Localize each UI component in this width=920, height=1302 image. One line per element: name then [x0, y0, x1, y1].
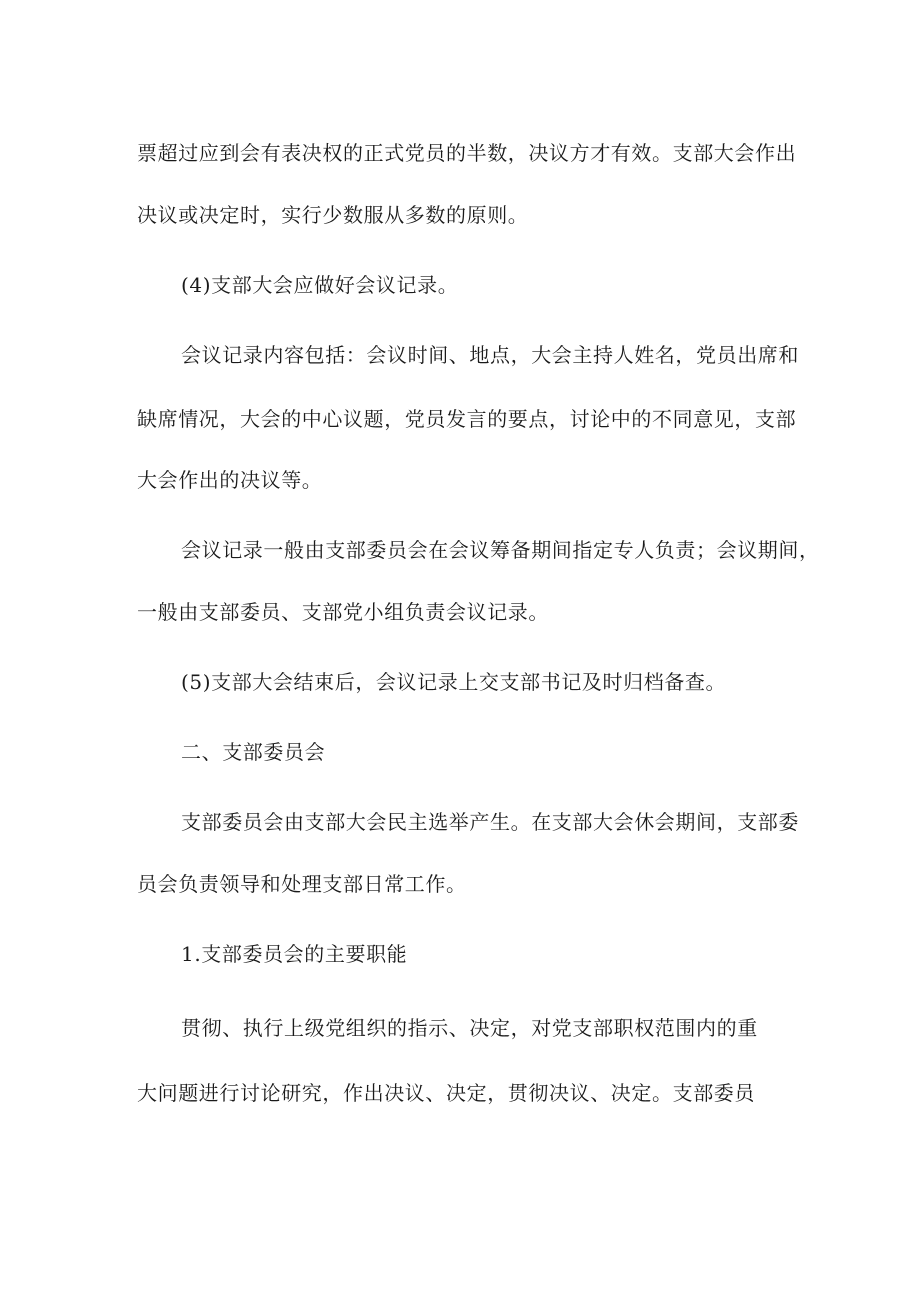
paragraph-line: 会议记录一般由支部委员会在会议筹备期间指定专人负责；会议期间，	[181, 538, 820, 562]
paragraph-line: 会议记录内容包括：会议时间、地点，大会主持人姓名，党员出席和	[181, 343, 799, 367]
list-item: (5)支部大会结束后，会议记录上交支部书记及时归档备查。	[181, 670, 727, 694]
paragraph-line: 大会作出的决议等。	[137, 468, 323, 492]
paragraph-line: 大问题进行讨论研究，作出决议、决定，贯彻决议、决定。支部委员	[137, 1081, 755, 1105]
paragraph-line: 贯彻、执行上级党组织的指示、决定，对党支部职权范围内的重	[181, 1016, 758, 1040]
paragraph-line: 支部委员会由支部大会民主选举产生。在支部大会休会期间，支部委	[181, 810, 799, 834]
paragraph-line: 票超过应到会有表决权的正式党员的半数，决议方才有效。支部大会作出	[137, 141, 797, 165]
list-item: (4)支部大会应做好会议记录。	[181, 273, 459, 297]
section-heading: 二、支部委员会	[181, 740, 326, 764]
paragraph-line: 决议或决定时，实行少数服从多数的原则。	[137, 203, 529, 227]
paragraph-line: 一般由支部委员、支部党小组负责会议记录。	[137, 600, 549, 624]
paragraph-line: 员会负责领导和处理支部日常工作。	[137, 872, 467, 896]
paragraph-line: 缺席情况，大会的中心议题，党员发言的要点，讨论中的不同意见，支部	[137, 407, 797, 431]
subsection-heading: 1.支部委员会的主要职能	[181, 942, 408, 966]
